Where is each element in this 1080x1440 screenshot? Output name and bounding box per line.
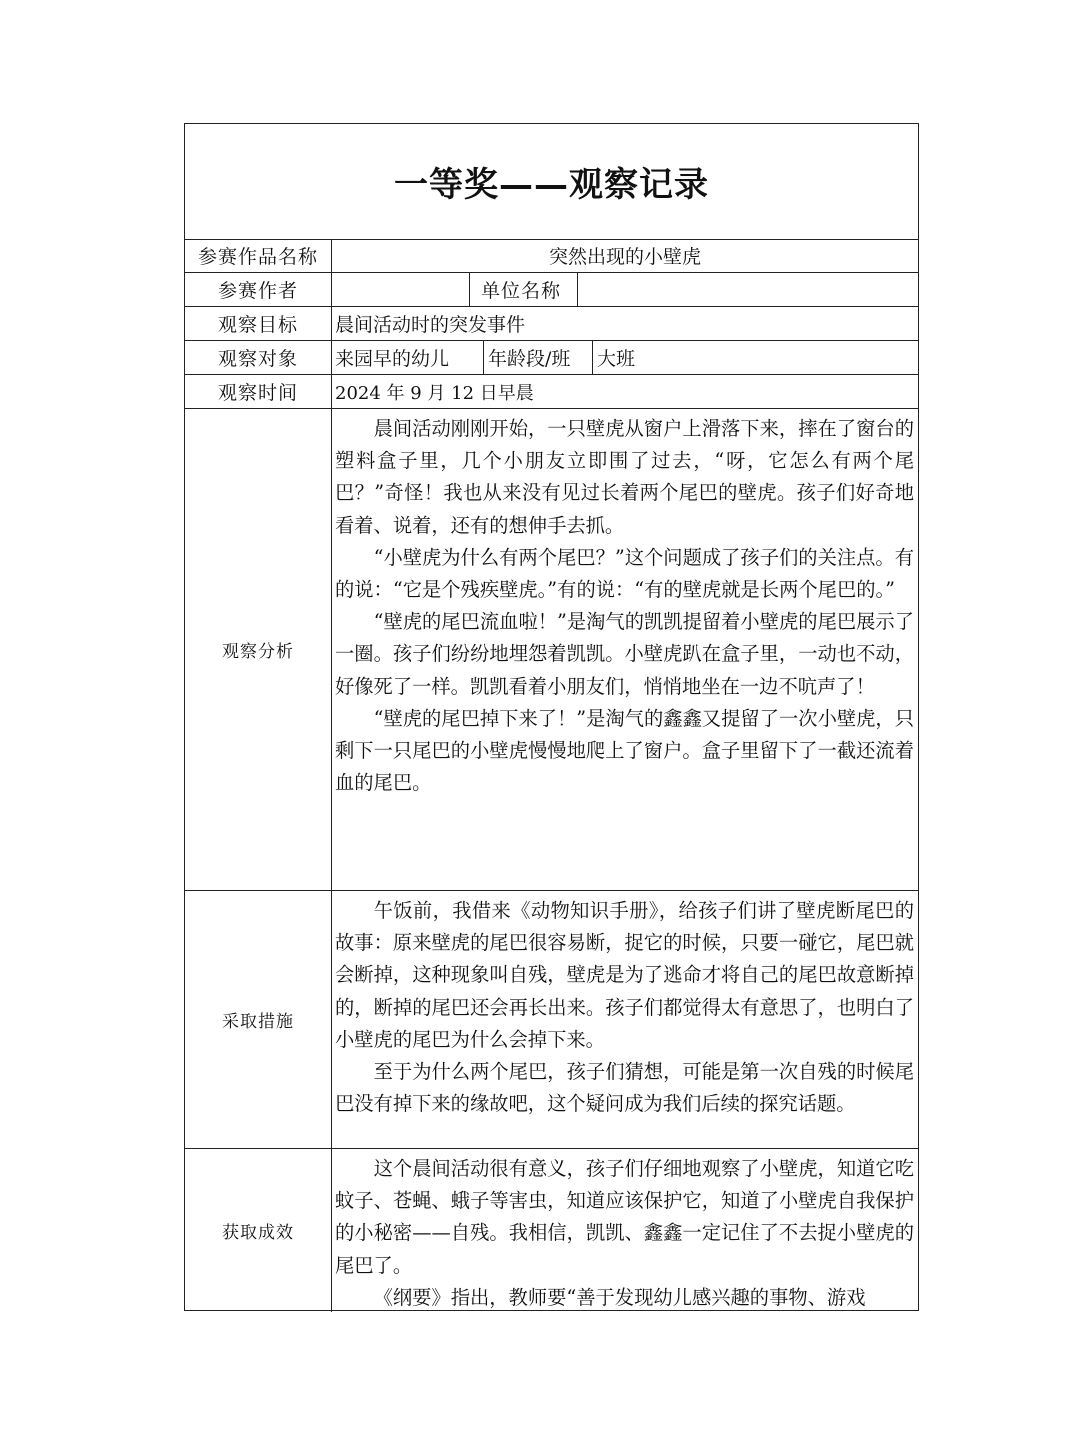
- value-time: 2024 年 9 月 12 日早晨: [335, 382, 534, 404]
- results-paragraph-2: 《纲要》指出，教师要“善于发现幼儿感兴趣的事物、游戏: [373, 1285, 866, 1309]
- label-age: 年龄段/班: [488, 348, 571, 370]
- observation-record-table: [184, 123, 919, 1311]
- value-age: 大班: [597, 348, 636, 370]
- analysis-paragraph-4: “壁虎的尾巴掉下来了！”是淘气的鑫鑫又提留了一次小壁虎，只剩下一只尾巴的小壁虎慢慢地爬上了窗户。盒子里留下了一截还流着血的尾巴。: [335, 706, 914, 795]
- row-subject: [185, 341, 918, 375]
- row-analysis: [185, 409, 918, 891]
- measures-text: [335, 895, 914, 1120]
- row-results: [185, 1149, 918, 1312]
- label-measures: 采取措施: [185, 891, 332, 1148]
- row-work-name: [185, 239, 918, 273]
- value-goal: 晨间活动时的突发事件: [335, 314, 526, 336]
- label-author: 参赛作者: [185, 273, 332, 306]
- analysis-paragraph-1: 晨间活动刚刚开始，一只壁虎从窗户上滑落下来，摔在了窗台的塑料盒子里，几个小朋友立即围了过去，“呀，它怎么有两个尾巴？”奇怪！我也从来没有见过长着两个尾巴的壁虎。孩子们好奇地看着、说着，还有的想伸手去抓。: [335, 417, 914, 537]
- label-analysis: 观察分析: [185, 409, 332, 890]
- label-unit: 单位名称: [481, 280, 562, 302]
- measures-paragraph-2: 至于为什么两个尾巴，孩子们猜想，可能是第一次自残的时候尾巴没有掉下来的缘故吧，这个疑问成为我们后续的探究话题。: [335, 1060, 914, 1116]
- row-measures: [185, 891, 918, 1149]
- analysis-text: [335, 413, 914, 799]
- divider: [483, 341, 484, 374]
- analysis-paragraph-3: “壁虎的尾巴流血啦！”是淘气的凯凯提留着小壁虎的尾巴展示了一圈。孩子们纷纷地埋怨着凯凯。小壁虎趴在盒子里，一动也不动，好像死了一样。凯凯看着小朋友们，悄悄地坐在一边不吭声了！: [335, 610, 914, 698]
- row-author: [185, 273, 918, 307]
- value-work-name: 突然出现的小壁虎: [548, 246, 701, 268]
- page-title: 一等奖——观察记录: [394, 165, 709, 205]
- results-text: [335, 1153, 914, 1312]
- label-results: 获取成效: [185, 1149, 332, 1312]
- divider: [577, 273, 578, 306]
- row-time: [185, 375, 918, 409]
- value-subject: 来园早的幼儿: [335, 348, 450, 370]
- label-work-name: 参赛作品名称: [185, 239, 332, 272]
- results-paragraph-1: 这个晨间活动很有意义，孩子们仔细地观察了小壁虎，知道它吃蚊子、苍蝇、蛾子等害虫，知道应该保护它，知道了小壁虎自我保护的小秘密——自残。我相信，凯凯、鑫鑫一定记住了不去捉小壁虎的尾巴了。: [335, 1157, 914, 1277]
- measures-paragraph-1: 午饭前，我借来《动物知识手册》，给孩子们讲了壁虎断尾巴的故事：原来壁虎的尾巴很容易断，捉它的时候，只要一碰它，尾巴就会断掉，这种现象叫自残，壁虎是为了逃命才将自己的尾巴故意断掉的，断掉的尾巴还会再长出来。孩子们都觉得太有意思了，也明白了小壁虎的尾巴为什么会掉下来。: [335, 899, 914, 1051]
- label-time: 观察时间: [185, 375, 332, 408]
- divider: [469, 273, 470, 306]
- row-goal: [185, 307, 918, 341]
- label-goal: 观察目标: [185, 307, 332, 340]
- title-row: [185, 124, 918, 240]
- analysis-paragraph-2: “小壁虎为什么有两个尾巴？”这个问题成了孩子们的关注点。有的说：“它是个残疾壁虎。”有的说：“有的壁虎就是长两个尾巴的。”: [335, 545, 914, 602]
- divider: [592, 341, 593, 374]
- label-subject: 观察对象: [185, 341, 332, 374]
